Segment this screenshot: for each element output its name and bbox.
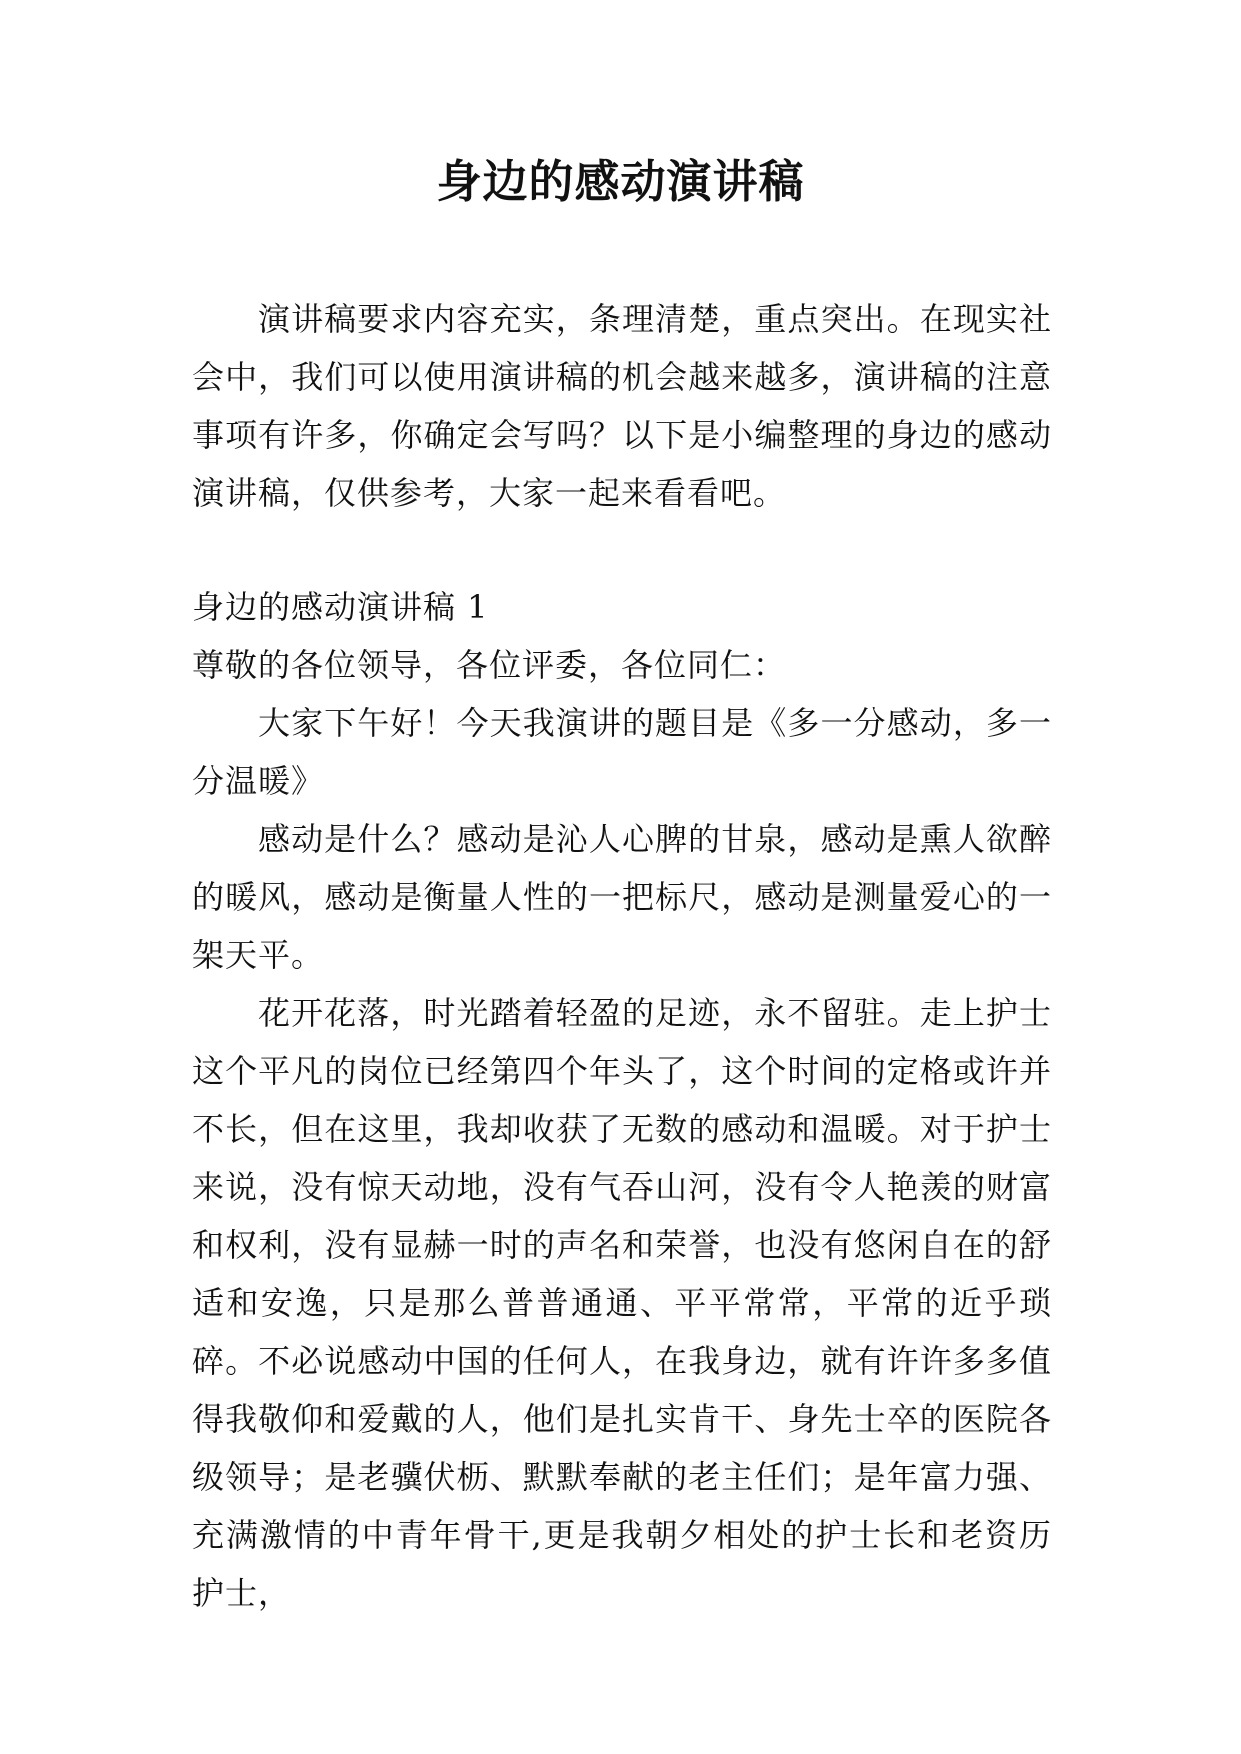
- intro-paragraph: 演讲稿要求内容充实，条理清楚，重点突出。在现实社会中，我们可以使用演讲稿的机会越来越多，演讲稿的注意事项有许多，你确定会写吗？以下是小编整理的身边的感动演讲稿，仅供参考，大家一起来看看吧。: [192, 300, 1052, 512]
- document-title: 身边的感动演讲稿: [436, 155, 805, 208]
- body-paragraph: 花开花落，时光踏着轻盈的足迹，永不留驻。走上护士这个平凡的岗位已经第四个年头了，这个时间的定格或许并不长，但在这里，我却收获了无数的感动和温暖。对于护士来说，没有惊天动地，没有气吞山河，没有令人艳羡的财富和权利，没有显赫一时的声名和荣誉，也没有悠闲自在的舒适和安逸，只是那么普普通通、平平常常，平常的近乎琐碎。不必说感动中国的任何人，在我身边，就有许许多多值得我敬仰和爱戴的人，他们是扎实肯干、身先士卒的医院各级领导；是老骥伏枥、默默奉献的老主任们；是年富力强、充满激情的中青年骨干,更是我朝夕相处的护士长和老资历护士，: [192, 994, 1052, 1612]
- body-paragraph: 大家下午好！今天我演讲的题目是《多一分感动，多一分温暖》: [192, 704, 1052, 800]
- section-heading: 身边的感动演讲稿 1: [192, 588, 489, 626]
- salutation: 尊敬的各位领导，各位评委，各位同仁：: [192, 646, 787, 684]
- body-paragraph: 感动是什么？感动是沁人心脾的甘泉，感动是熏人欲醉的暖风，感动是衡量人性的一把标尺，感动是测量爱心的一架天平。: [192, 820, 1052, 974]
- document-body: [192, 290, 1052, 1622]
